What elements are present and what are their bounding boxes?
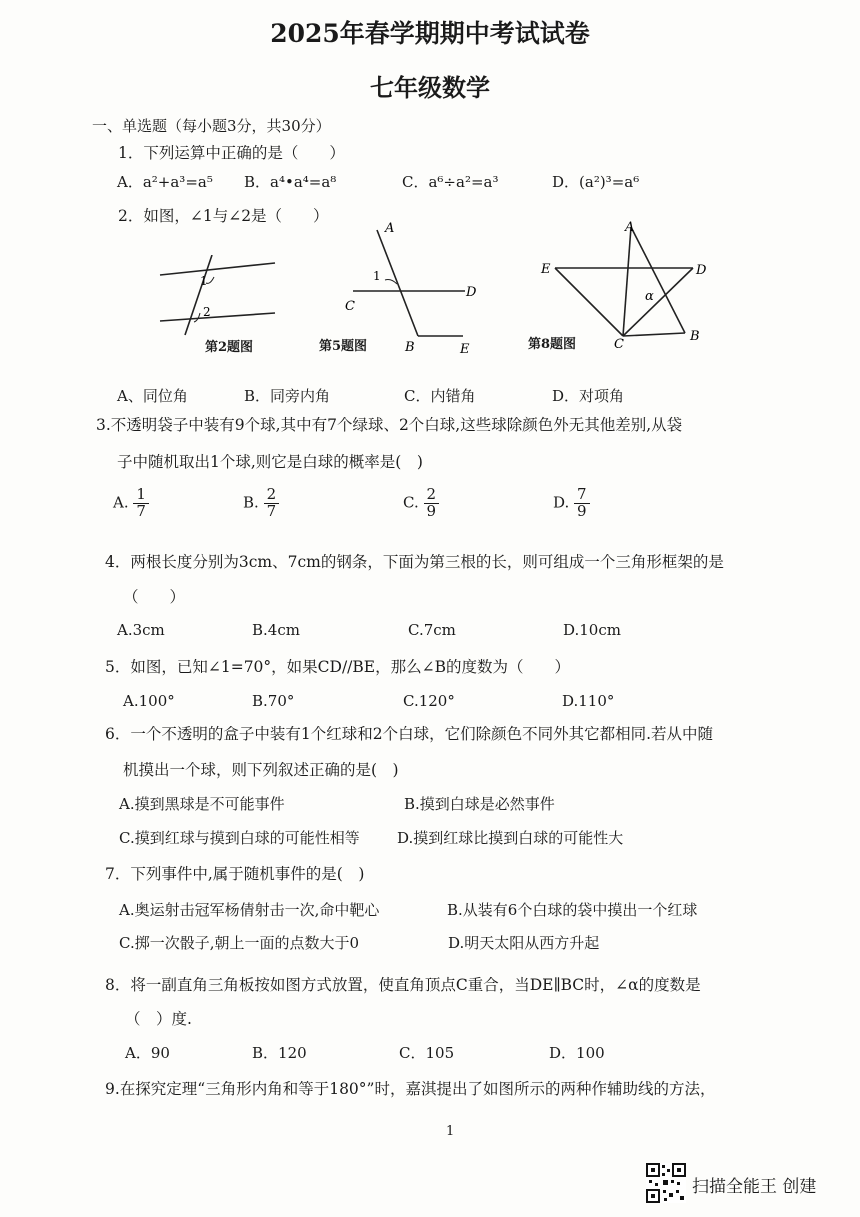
question-8-stem-line1: 8．将一副直角三角板按如图方式放置，使直角顶点C重合，当DE∥BC时，∠α的度数是 — [105, 976, 701, 994]
q3-c-denominator: 9 — [426, 501, 437, 520]
q3-c-numerator: 2 — [424, 487, 440, 504]
question-2-stem: 2．如图，∠1与∠2是（ ） — [118, 207, 329, 225]
q6-option-c: C.摸到红球与摸到白球的可能性相等 — [119, 829, 360, 847]
q3-d-numerator: 7 — [574, 487, 590, 504]
q3-a-denominator: 7 — [136, 501, 146, 520]
fig2-line-bottom — [160, 313, 275, 321]
fig5-label-b: B — [405, 340, 415, 355]
q3-option-c — [403, 487, 439, 520]
q3-d-denominator: 9 — [577, 501, 587, 520]
exam-subtitle: 七年级数学 — [370, 73, 490, 102]
fig5-label-a: A — [385, 221, 395, 236]
q7-option-c: C.掷一次骰子,朝上一面的点数大于0 — [119, 934, 360, 952]
fig5-label-c: C — [345, 299, 355, 314]
q8-option-c: C．105 — [399, 1044, 455, 1062]
q3-a-numerator: 1 — [133, 487, 149, 504]
fig8-label-alpha: α — [645, 289, 654, 304]
question-6-stem-line1: 6．一个不透明的盒子中装有1个红球和2个白球，它们除颜色不同外其它都相同.若从中随 — [105, 725, 714, 743]
fig8-label-d: D — [696, 263, 707, 278]
q4-option-a: A.3cm — [117, 621, 165, 639]
fig2-label-2: 2 — [203, 305, 211, 319]
q7-option-d: D.明天太阳从西方升起 — [448, 934, 600, 952]
q8-option-a: A．90 — [125, 1044, 170, 1062]
fig2-caption: 第2题图 — [205, 340, 254, 355]
q4-option-b: B.4cm — [252, 621, 300, 639]
question-3-stem-line2: 子中随机取出1个球,则它是白球的概率是( ) — [117, 453, 423, 471]
exam-title: 2025年春学期期中考试试卷 — [270, 19, 590, 48]
q1-option-c: C．a⁶÷a²=a³ — [402, 173, 499, 191]
q1-option-a: A．a²+a³=a⁵ — [117, 173, 213, 191]
section-heading: 一、单选题（每小题3分，共30分） — [92, 117, 331, 135]
q4-option-c: C.7cm — [408, 621, 456, 639]
q2-option-b: B．同旁内角 — [244, 387, 331, 405]
fig8-line-ab — [631, 227, 685, 333]
page-number: 1 — [446, 1124, 455, 1139]
q2-option-d: D．对项角 — [552, 387, 625, 405]
q4-option-d: D.10cm — [563, 621, 621, 639]
q7-option-a: A.奥运射击冠军杨倩射击一次,命中靶心 — [119, 901, 380, 919]
question-3-stem-line1: 3.不透明袋子中装有9个球,其中有7个绿球、2个白球,这些球除颜色外无其他差别,从袋 — [96, 416, 683, 434]
question-4-stem-line2: （ ） — [123, 588, 186, 606]
question-4-stem-line1: 4．两根长度分别为3cm、7cm的钢条，下面为第三根的长，则可组成一个三角形框架的是 — [105, 553, 724, 571]
q8-option-b: B．120 — [252, 1044, 307, 1062]
q5-option-c: C.120° — [403, 692, 455, 710]
question-6-stem-line2: 机摸出一个球，则下列叙述正确的是( ) — [123, 761, 399, 779]
q3-option-a-fraction — [133, 487, 149, 520]
q3-option-b-letter: B. — [243, 493, 259, 512]
question-8-stem-line2: （ ）度. — [125, 1010, 192, 1028]
q3-option-c-letter: C. — [403, 493, 419, 512]
q6-option-b: B.摸到白球是必然事件 — [404, 795, 555, 813]
footer-brand: 扫描全能王 创建 — [692, 1177, 817, 1197]
q2-option-a: A、同位角 — [117, 387, 188, 405]
fig5-caption: 第5题图 — [319, 339, 368, 354]
q1-option-b: B．a⁴•a⁴=a⁸ — [244, 173, 337, 191]
q3-option-a — [113, 487, 149, 520]
q3-option-c-fraction — [424, 487, 440, 520]
fig5-label-e: E — [460, 342, 470, 357]
q3-option-b — [243, 487, 279, 520]
q3-option-d — [553, 487, 590, 520]
fig8-label-c: C — [614, 337, 624, 350]
fig5-label-1: 1 — [373, 269, 381, 283]
q1-option-d: D．(a²)³=a⁶ — [552, 173, 640, 191]
question-5-stem: 5．如图，已知∠1=70°，如果CD//BE，那么∠B的度数为（ ） — [105, 658, 570, 676]
q3-b-denominator: 7 — [266, 501, 277, 520]
fig8-line-cb — [623, 333, 685, 336]
question-9-stem: 9.在探究定理“三角形内角和等于180°”时，嘉淇提出了如图所示的两种作辅助线的方法， — [105, 1080, 716, 1098]
q3-b-numerator: 2 — [264, 487, 280, 504]
q3-option-a-letter: A. — [113, 493, 129, 512]
fig8-line-dc — [623, 268, 693, 336]
fig8-line-ac — [623, 227, 631, 336]
q7-option-b: B.从装有6个白球的袋中摸出一个红球 — [447, 901, 698, 919]
q5-option-b: B.70° — [252, 692, 295, 710]
figure-q8 — [535, 215, 715, 350]
q5-option-a: A.100° — [123, 692, 175, 710]
fig8-label-e: E — [541, 262, 551, 277]
fig8-label-b: B — [690, 329, 700, 344]
q5-option-d: D.110° — [562, 692, 615, 710]
q2-option-c: C．内错角 — [404, 387, 476, 405]
question-1-stem: 1．下列运算中正确的是（ ） — [118, 144, 345, 162]
fig8-label-a: A — [625, 220, 635, 235]
fig5-label-d: D — [466, 285, 477, 300]
fig5-angle-1-arc — [385, 280, 397, 285]
fig2-transversal — [185, 255, 212, 335]
fig5-line-ab — [377, 230, 418, 336]
question-7-stem: 7．下列事件中,属于随机事件的是( ) — [105, 865, 365, 883]
fig8-caption: 第8题图 — [528, 337, 577, 352]
q3-option-b-fraction — [264, 487, 280, 520]
q8-option-d: D．100 — [549, 1044, 605, 1062]
fig2-label-1: 1 — [200, 274, 208, 288]
qr-code-icon — [646, 1163, 686, 1203]
q6-option-d: D.摸到红球比摸到白球的可能性大 — [397, 829, 624, 847]
fig8-line-ec — [555, 268, 623, 336]
q3-option-d-letter: D. — [553, 493, 570, 512]
q6-option-a: A.摸到黑球是不可能事件 — [119, 795, 285, 813]
q3-option-d-fraction — [574, 487, 590, 520]
fig2-line-top — [160, 263, 275, 275]
